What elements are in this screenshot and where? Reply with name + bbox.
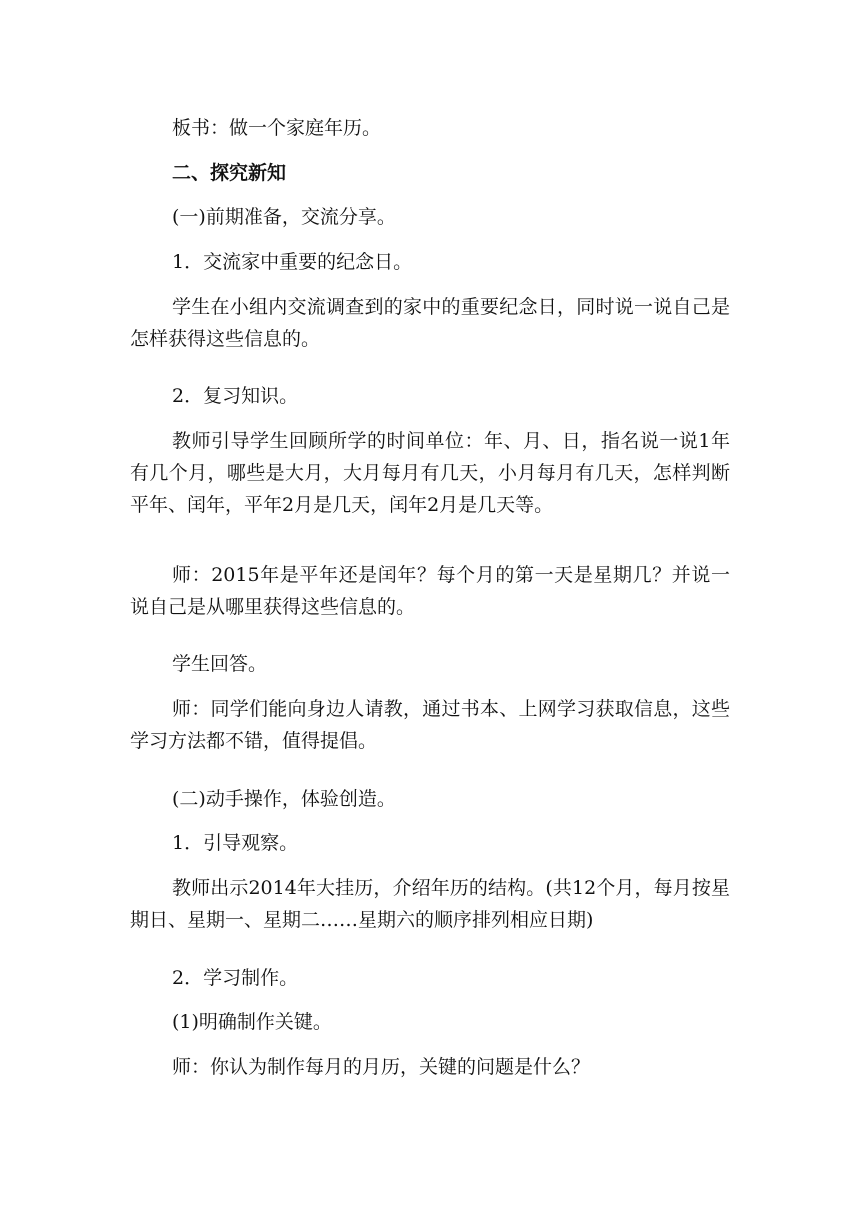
paragraph-blackboard: 板书：做一个家庭年历。 [172,117,382,139]
paragraph-step-2: 2．复习知识。 [172,385,299,407]
paragraph-teacher-key-question: 师：你认为制作每月的月历，关键的问题是什么？ [172,1056,591,1078]
paragraph-teacher-question: 师：2015年是平年还是闰年？每个月的第一天是星期几？并说一说自己是从哪里获得这些信息的。 [130,564,730,618]
paragraph-key-point: (1)明确制作关键。 [172,1011,332,1033]
subsection-heading-preparation: (一)前期准备，交流分享。 [172,206,396,228]
paragraph-step-make: 2．学习制作。 [172,967,299,989]
paragraph-step-1: 1．交流家中重要的纪念日。 [172,251,413,273]
section-heading-explore: 二、探究新知 [172,162,287,184]
paragraph-step-observe: 1．引导观察。 [172,832,299,854]
paragraph-student-answer: 学生回答。 [172,653,268,675]
paragraph-teacher-praise: 师：同学们能向身边人请教，通过书本、上网学习获取信息，这些学习方法都不错，值得提倡。 [130,698,730,752]
subsection-heading-hands-on: (二)动手操作，体验创造。 [172,788,396,810]
paragraph-teacher-review: 教师引导学生回顾所学的时间单位：年、月、日，指名说一说1年有几个月，哪些是大月，大月每月有几天，小月每月有几天，怎样判断平年、闰年，平年2月是几天，闰年2月是几天等。 [130,430,730,516]
paragraph-student-exchange: 学生在小组内交流调查到的家中的重要纪念日，同时说一说自己是怎样获得这些信息的。 [130,296,730,350]
paragraph-calendar-structure: 教师出示2014年大挂历，介绍年历的结构。(共12个月，每月按星期日、星期一、星期二……星期六的顺序排列相应日期) [130,877,730,931]
